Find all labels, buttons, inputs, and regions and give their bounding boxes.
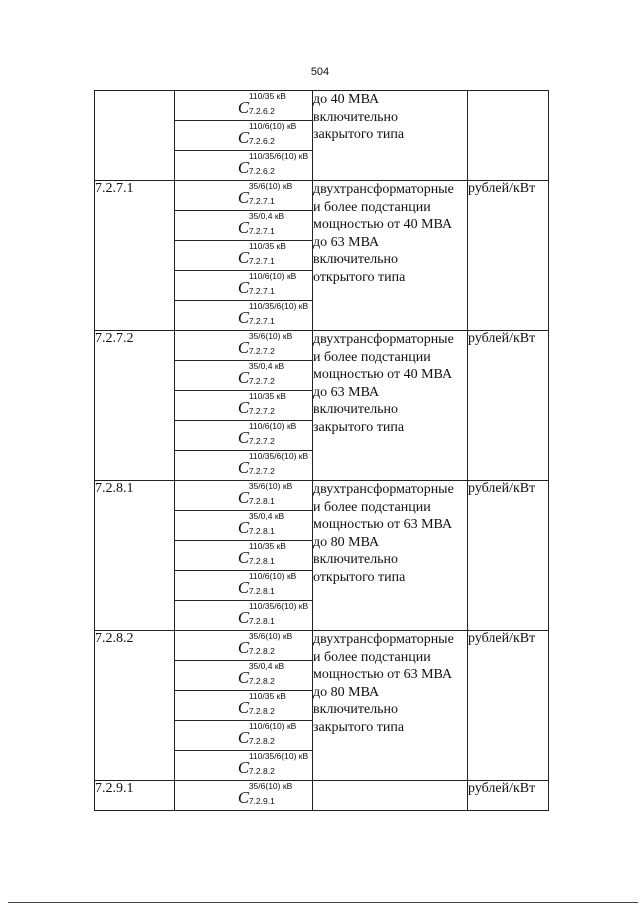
description-line: двухтрансформаторные [313, 632, 454, 647]
formula-superscript: 110/35 кВ [248, 241, 286, 251]
formula-superscript: 35/0,4 кВ [248, 361, 285, 371]
rate-formula [237, 781, 293, 807]
formula-box [175, 721, 312, 751]
rate-formula [237, 91, 286, 117]
rate-formula [237, 691, 286, 717]
formula-symbol: C [237, 218, 250, 237]
formula-subscript: 7.2.8.2 [248, 706, 275, 716]
item-code: 7.2.9.1 [95, 781, 175, 811]
rate-formula [237, 571, 297, 597]
formula-superscript: 35/0,4 кВ [248, 661, 285, 671]
formula-subscript: 7.2.8.2 [248, 646, 275, 656]
formula-box [175, 121, 312, 151]
formula-box [175, 391, 312, 421]
rate-formula [237, 121, 297, 147]
description-line: и более подстанции [313, 199, 431, 215]
item-code: 7.2.8.1 [95, 481, 175, 631]
rate-formula [237, 391, 286, 417]
formula-superscript: 110/6(10) кВ [248, 571, 297, 581]
formula-superscript: 110/6(10) кВ [248, 121, 297, 131]
substation-description [313, 781, 468, 811]
table-row [95, 781, 549, 811]
rate-formula [237, 541, 286, 567]
formula-box [175, 331, 312, 361]
description-line: открытого типа [313, 269, 406, 285]
formula-symbol: C [237, 188, 250, 207]
formula-symbol: C [237, 548, 250, 567]
formula-superscript: 35/6(10) кВ [248, 631, 293, 641]
formula-box [175, 451, 312, 480]
formula-box [175, 181, 312, 211]
rate-formula [237, 451, 309, 477]
description-line: и более подстанции [313, 499, 431, 515]
formula-superscript: 110/35 кВ [248, 391, 286, 401]
formula-symbol: C [237, 638, 250, 657]
unit-of-measure: рублей/кВт [468, 181, 549, 331]
rate-formula [237, 241, 286, 267]
rate-formula [237, 361, 285, 387]
unit-of-measure: рублей/кВт [468, 481, 549, 631]
formula-superscript: 110/6(10) кВ [248, 271, 297, 281]
formula-cell [175, 91, 313, 181]
formula-box [175, 301, 312, 330]
formula-symbol: C [237, 308, 250, 327]
item-code [95, 91, 175, 181]
rate-formula [237, 661, 285, 687]
rate-formula [237, 271, 297, 297]
rate-formula [237, 331, 293, 357]
formula-subscript: 7.2.8.1 [248, 496, 275, 506]
formula-superscript: 35/6(10) кВ [248, 481, 293, 491]
description-line: закрытого типа [313, 719, 405, 735]
formula-superscript: 110/6(10) кВ [248, 421, 297, 431]
formula-superscript: 110/35/6(10) кВ [248, 451, 309, 461]
formula-box [175, 511, 312, 541]
formula-symbol: C [237, 608, 250, 627]
rate-formula [237, 211, 285, 237]
unit-of-measure: рублей/кВт [468, 331, 549, 481]
item-code: 7.2.7.2 [95, 331, 175, 481]
formula-cell [175, 331, 313, 481]
description-line: до 80 МВА [313, 684, 380, 700]
formula-superscript: 110/35/6(10) кВ [248, 601, 309, 611]
formula-cell [175, 481, 313, 631]
formula-box [175, 661, 312, 691]
formula-symbol: C [237, 338, 250, 357]
formula-box [175, 781, 312, 810]
formula-superscript: 110/35/6(10) кВ [248, 301, 309, 311]
description-line: мощностью от 40 МВА [313, 217, 453, 232]
item-code: 7.2.8.2 [95, 631, 175, 781]
formula-box [175, 361, 312, 391]
description-line: включительно [313, 402, 399, 417]
table-row [95, 631, 549, 781]
formula-subscript: 7.2.6.2 [248, 166, 275, 176]
formula-box [175, 571, 312, 601]
formula-subscript: 7.2.7.2 [248, 406, 275, 416]
formula-symbol: C [237, 248, 250, 267]
formula-superscript: 35/6(10) кВ [248, 181, 293, 191]
description-line: двухтрансформаторные [313, 332, 454, 347]
rate-formula [237, 631, 293, 657]
formula-subscript: 7.2.7.1 [248, 286, 275, 296]
description-line: включительно [313, 702, 399, 717]
formula-superscript: 110/6(10) кВ [248, 721, 297, 731]
unit-of-measure [468, 91, 549, 181]
substation-description [313, 181, 468, 331]
description-line: до 63 МВА [313, 234, 380, 250]
rate-formula [237, 601, 309, 627]
formula-box [175, 541, 312, 571]
formula-symbol: C [237, 98, 250, 117]
formula-symbol: C [237, 458, 250, 477]
formula-symbol: C [237, 788, 250, 807]
formula-subscript: 7.2.6.2 [248, 136, 275, 146]
description-line: двухтрансформаторные [313, 182, 454, 197]
description-line: включительно [313, 552, 399, 567]
formula-box [175, 91, 312, 121]
rate-formula [237, 301, 309, 327]
formula-superscript: 110/35/6(10) кВ [248, 751, 309, 761]
description-line: мощностью от 63 МВА [313, 517, 453, 532]
formula-box [175, 271, 312, 301]
formula-subscript: 7.2.8.1 [248, 586, 275, 596]
formula-box [175, 631, 312, 661]
formula-subscript: 7.2.8.2 [248, 676, 275, 686]
formula-superscript: 35/6(10) кВ [248, 781, 293, 791]
formula-subscript: 7.2.7.1 [248, 256, 275, 266]
rate-formula [237, 481, 293, 507]
description-line: мощностью от 40 МВА [313, 367, 453, 382]
description-line: открытого типа [313, 569, 406, 585]
description-line: до 80 МВА [313, 534, 380, 550]
formula-cell [175, 181, 313, 331]
description-line: и более подстанции [313, 649, 431, 665]
substation-description [313, 331, 468, 481]
formula-superscript: 110/35/6(10) кВ [248, 151, 309, 161]
substation-description [313, 91, 468, 181]
rate-formula [237, 181, 293, 207]
formula-symbol: C [237, 128, 250, 147]
formula-subscript: 7.2.8.1 [248, 556, 275, 566]
unit-of-measure: рублей/кВт [468, 781, 549, 811]
description-line: и более подстанции [313, 349, 431, 365]
formula-subscript: 7.2.9.1 [248, 796, 275, 806]
formula-symbol: C [237, 578, 250, 597]
formula-subscript: 7.2.7.1 [248, 226, 275, 236]
formula-symbol: C [237, 698, 250, 717]
rate-formula [237, 511, 285, 537]
formula-subscript: 7.2.8.1 [248, 526, 275, 536]
table-row [95, 331, 549, 481]
table-row [95, 91, 549, 181]
formula-symbol: C [237, 728, 250, 747]
formula-cell [175, 631, 313, 781]
formula-superscript: 35/6(10) кВ [248, 331, 293, 341]
rate-formula [237, 151, 309, 177]
formula-box [175, 211, 312, 241]
formula-subscript: 7.2.8.2 [248, 736, 275, 746]
formula-box [175, 691, 312, 721]
description-line: двухтрансформаторные [313, 482, 454, 497]
tariff-table [94, 90, 549, 811]
formula-subscript: 7.2.7.2 [248, 436, 275, 446]
formula-symbol: C [237, 278, 250, 297]
rate-formula [237, 751, 309, 777]
page-bottom-rule [8, 902, 638, 903]
unit-of-measure: рублей/кВт [468, 631, 549, 781]
formula-subscript: 7.2.7.1 [248, 316, 275, 326]
formula-symbol: C [237, 398, 250, 417]
formula-subscript: 7.2.7.2 [248, 346, 275, 356]
formula-symbol: C [237, 158, 250, 177]
formula-subscript: 7.2.7.1 [248, 196, 275, 206]
formula-subscript: 7.2.8.1 [248, 616, 275, 626]
table-row [95, 481, 549, 631]
formula-cell [175, 781, 313, 811]
formula-box [175, 751, 312, 780]
substation-description [313, 481, 468, 631]
formula-box [175, 151, 312, 180]
formula-superscript: 110/35 кВ [248, 91, 286, 101]
formula-box [175, 481, 312, 511]
description-line: закрытого типа [313, 419, 405, 435]
formula-box [175, 241, 312, 271]
rate-formula [237, 721, 297, 747]
formula-superscript: 110/35 кВ [248, 691, 286, 701]
formula-symbol: C [237, 488, 250, 507]
formula-symbol: C [237, 668, 250, 687]
formula-superscript: 35/0,4 кВ [248, 511, 285, 521]
description-line: мощностью от 63 МВА [313, 667, 453, 682]
formula-subscript: 7.2.7.2 [248, 466, 275, 476]
description-line: включительно [313, 252, 399, 267]
formula-symbol: C [237, 758, 250, 777]
table-row [95, 181, 549, 331]
description-line: включительно [313, 109, 399, 125]
page-number: 504 [310, 66, 330, 78]
description-line: до 40 МВА [313, 92, 380, 107]
formula-symbol: C [237, 518, 250, 537]
formula-box [175, 421, 312, 451]
substation-description [313, 631, 468, 781]
formula-subscript: 7.2.7.2 [248, 376, 275, 386]
formula-box [175, 601, 312, 630]
formula-symbol: C [237, 428, 250, 447]
item-code: 7.2.7.1 [95, 181, 175, 331]
description-line: закрытого типа [313, 127, 405, 142]
rate-formula [237, 421, 297, 447]
formula-superscript: 35/0,4 кВ [248, 211, 285, 221]
description-line: до 63 МВА [313, 384, 380, 400]
formula-subscript: 7.2.8.2 [248, 766, 275, 776]
formula-superscript: 110/35 кВ [248, 541, 286, 551]
formula-symbol: C [237, 368, 250, 387]
formula-subscript: 7.2.6.2 [248, 106, 275, 116]
